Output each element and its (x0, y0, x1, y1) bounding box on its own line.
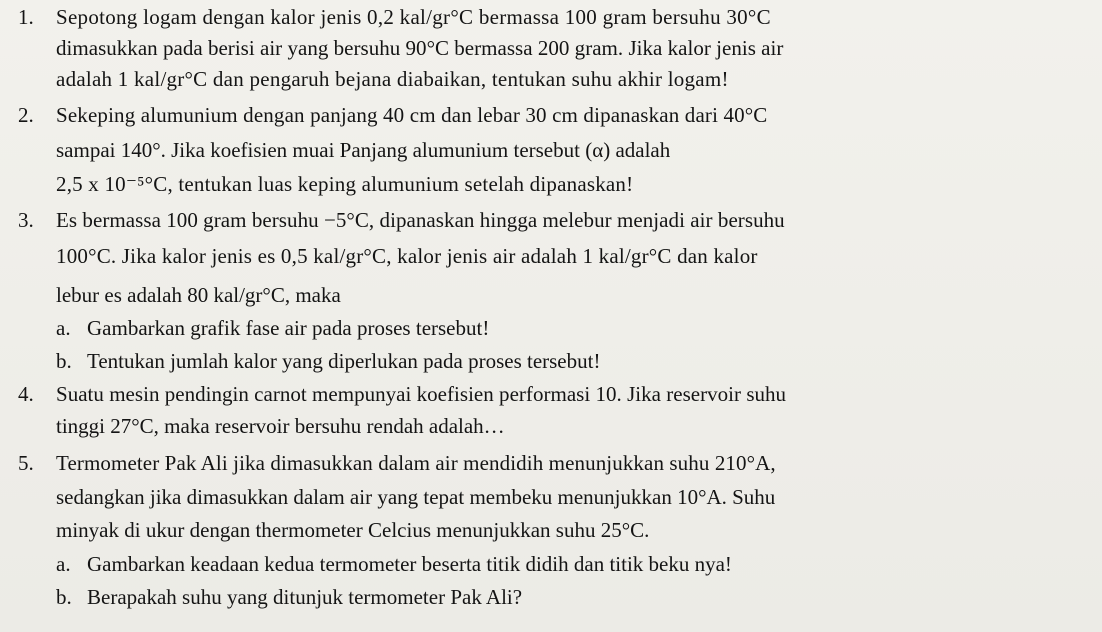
question-3-sub-a-label: a. (56, 316, 71, 340)
question-1-text-line-1: Sepotong logam dengan kalor jenis 0,2 kal/gr°C bermassa 100 gram bersuhu 30°C (56, 5, 771, 29)
question-3-number: 3. (18, 208, 34, 232)
question-3-sub-b-label: b. (56, 349, 72, 373)
question-5-sub-a-text: Gambarkan keadaan kedua termometer beserta titik didih dan titik beku nya! (87, 552, 732, 576)
question-4-text-line-2: tinggi 27°C, maka reservoir bersuhu rendah adalah… (56, 414, 505, 438)
question-4-number: 4. (18, 382, 34, 406)
question-2-text-line-2: sampai 140°. Jika koefisien muai Panjang alumunium tersebut (α) adalah (56, 138, 671, 162)
question-1-text-line-3: adalah 1 kal/gr°C dan pengaruh bejana diabaikan, tentukan suhu akhir logam! (56, 67, 729, 91)
question-5-sub-b-text: Berapakah suhu yang ditunjuk termometer Pak Ali? (87, 585, 523, 609)
question-4-text-line-1: Suatu mesin pendingin carnot mempunyai koefisien performasi 10. Jika reservoir suhu (56, 382, 787, 406)
question-5-text-line-2: sedangkan jika dimasukkan dalam air yang tepat membeku menunjukkan 10°A. Suhu (56, 485, 776, 509)
question-5-sub-a-label: a. (56, 552, 71, 576)
question-3-text-line-3: lebur es adalah 80 kal/gr°C, maka (56, 283, 341, 307)
question-3-text-line-2: 100°C. Jika kalor jenis es 0,5 kal/gr°C, kalor jenis air adalah 1 kal/gr°C dan kalor (56, 244, 758, 268)
question-2-number: 2. (18, 103, 34, 127)
question-5-text-line-1: Termometer Pak Ali jika dimasukkan dalam air mendidih menunjukkan suhu 210°A, (56, 451, 776, 475)
question-3-text-line-1: Es bermassa 100 gram bersuhu −5°C, dipanaskan hingga melebur menjadi air bersuhu (56, 208, 785, 232)
question-3-sub-b-text: Tentukan jumlah kalor yang diperlukan pada proses tersebut! (87, 349, 601, 373)
question-2-text-line-1: Sekeping alumunium dengan panjang 40 cm dan lebar 30 cm dipanaskan dari 40°C (56, 103, 768, 127)
question-5-sub-b-label: b. (56, 585, 72, 609)
question-5-text-line-3: minyak di ukur dengan thermometer Celcius menunjukkan suhu 25°C. (56, 518, 650, 542)
question-1-number: 1. (18, 5, 34, 29)
question-3-sub-a-text: Gambarkan grafik fase air pada proses tersebut! (87, 316, 490, 340)
question-1-text-line-2: dimasukkan pada berisi air yang bersuhu 90°C bermassa 200 gram. Jika kalor jenis air (56, 36, 784, 60)
question-5-number: 5. (18, 451, 34, 475)
question-2-text-line-3: 2,5 x 10⁻⁵°C, tentukan luas keping alumunium setelah dipanaskan! (56, 172, 634, 196)
